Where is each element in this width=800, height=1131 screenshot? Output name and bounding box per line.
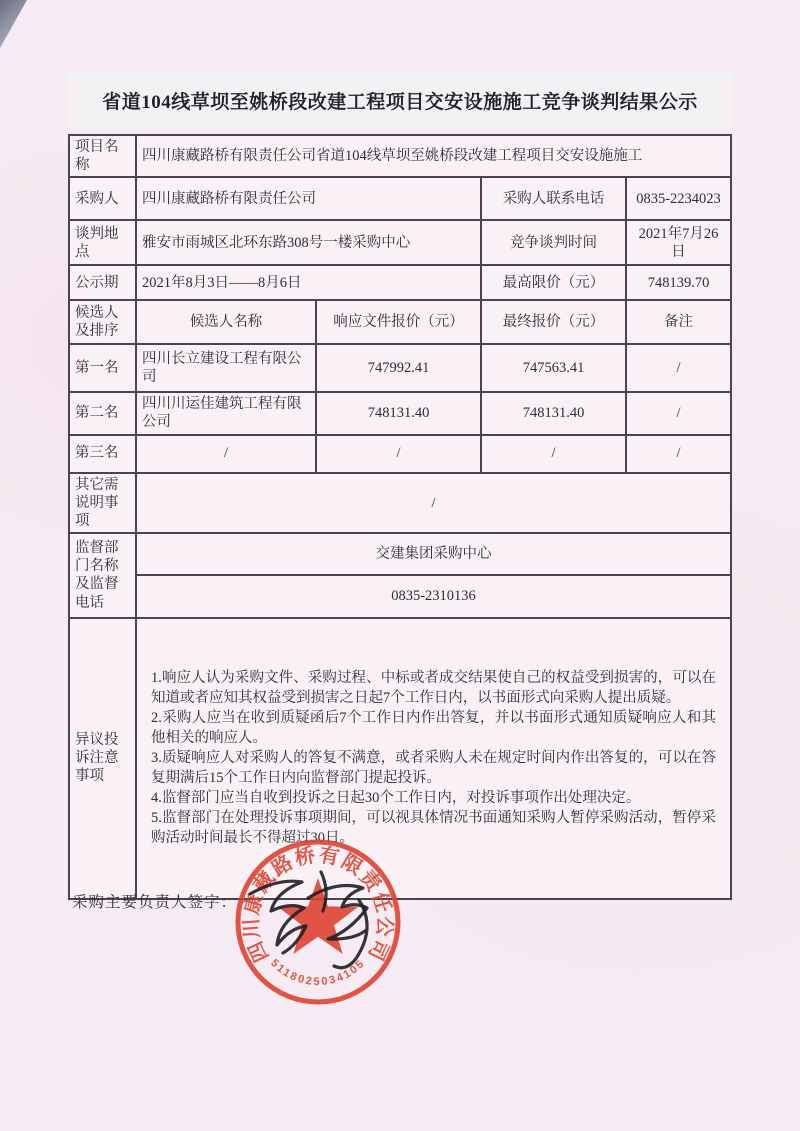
other-notes-row [69, 473, 731, 533]
table-row [69, 135, 731, 177]
objection-item-2: 2.采购人应当在收到质疑函后7个工作日内作出答复，并以书面形式通知质疑响应人和其他相关的响应人。 [151, 710, 716, 747]
candidate-row-2 [69, 392, 731, 434]
negotiation-time-value: 2021年7月26日 [626, 220, 731, 265]
negotiation-place-label: 谈判地点 [69, 220, 136, 265]
candidate-row-3 [69, 435, 731, 473]
signature-label: 采购主要负责人签字： [72, 894, 238, 911]
candidate-2-response-price: 748131.40 [316, 392, 481, 434]
rank-3-label: 第三名 [69, 435, 136, 473]
supervision-label: 监督部门名称及监督电话 [69, 533, 136, 618]
seal-registration-number: 5118025034105 [268, 957, 368, 989]
table-row [69, 177, 731, 220]
response-price-header: 响应文件报价（元） [316, 300, 481, 344]
final-price-header: 最终报价（元） [481, 300, 626, 344]
rank-2-label: 第二名 [69, 392, 136, 434]
title-band [66, 72, 734, 128]
supervision-row-2 [69, 575, 731, 618]
other-notes-value: / [136, 473, 731, 533]
objection-item-4: 4.监督部门应当自收到投诉之日起30个工作日内，对投诉事项作出处理决定。 [151, 790, 641, 807]
publicity-period-label: 公示期 [69, 265, 136, 300]
candidate-3-remark: / [626, 435, 731, 473]
page-title: 省道104线草坝至姚桥段改建工程项目交安设施施工竞争谈判结果公示 [102, 91, 698, 113]
notice-table [68, 134, 732, 900]
objection-item-3: 3.质疑响应人对采购人的答复不满意，或者采购人未在规定时间内作出答复的，可以在答复期满后15个工作日内向监督部门提起投诉。 [151, 750, 716, 787]
candidate-2-final-price: 748131.40 [481, 392, 626, 434]
seal-company-name: 四川康藏路桥有限责任公司 [240, 844, 396, 966]
publicity-period-value: 2021年8月3日——8月6日 [136, 265, 481, 300]
other-notes-label: 其它需说明事项 [69, 473, 136, 533]
max-price-label: 最高限价（元） [481, 265, 626, 300]
objection-label: 异议投诉注意事项 [69, 618, 136, 899]
candidate-name-header: 候选人名称 [136, 300, 316, 344]
objection-item-1: 1.响应人认为采购文件、采购过程、中标或者成交结果使自己的权益受到损害的，可以在知道或者应知其权益受到损害之日起7个工作日内，以书面形式向采购人提出质疑。 [151, 670, 716, 707]
candidate-1-final-price: 747563.41 [481, 344, 626, 392]
candidate-3-response-price: / [316, 435, 481, 473]
negotiation-time-label: 竞争谈判时间 [481, 220, 626, 265]
candidate-2-remark: / [626, 392, 731, 434]
project-name-label: 项目名称 [69, 135, 136, 177]
supervision-dept: 交建集团采购中心 [136, 533, 731, 575]
candidate-3-final-price: / [481, 435, 626, 473]
candidate-1-response-price: 747992.41 [316, 344, 481, 392]
supervision-phone: 0835-2310136 [136, 575, 731, 618]
candidate-1-remark: / [626, 344, 731, 392]
negotiation-place-value: 雅安市雨城区北环东路308号一楼采购中心 [136, 220, 481, 265]
company-seal [208, 812, 428, 1032]
objection-item-5: 5.监督部门在处理投诉事项期间，可以视具体情况书面通知采购人暂停采购活动，暂停采购活动时间最长不得超过30日。 [151, 810, 716, 847]
candidate-1-name: 四川长立建设工程有限公司 [136, 344, 316, 392]
candidate-row-1 [69, 344, 731, 392]
candidate-2-name: 四川川运佳建筑工程有限公司 [136, 392, 316, 434]
purchaser-label: 采购人 [69, 177, 136, 220]
purchaser-phone-label: 采购人联系电话 [481, 177, 626, 220]
scan-corner-artifact [0, 0, 27, 48]
candidates-header-row [69, 300, 731, 344]
purchaser-phone-value: 0835-2234023 [626, 177, 731, 220]
candidates-rank-label: 候选人及排序 [69, 300, 136, 344]
candidate-3-name: / [136, 435, 316, 473]
rank-1-label: 第一名 [69, 344, 136, 392]
purchaser-value: 四川康藏路桥有限责任公司 [136, 177, 481, 220]
max-price-value: 748139.70 [626, 265, 731, 300]
supervision-row-1 [69, 533, 731, 575]
remark-header: 备注 [626, 300, 731, 344]
table-row [69, 220, 731, 265]
project-name-value: 四川康藏路桥有限责任公司省道104线草坝至姚桥段改建工程项目交安设施施工 [136, 135, 731, 177]
table-row [69, 265, 731, 300]
